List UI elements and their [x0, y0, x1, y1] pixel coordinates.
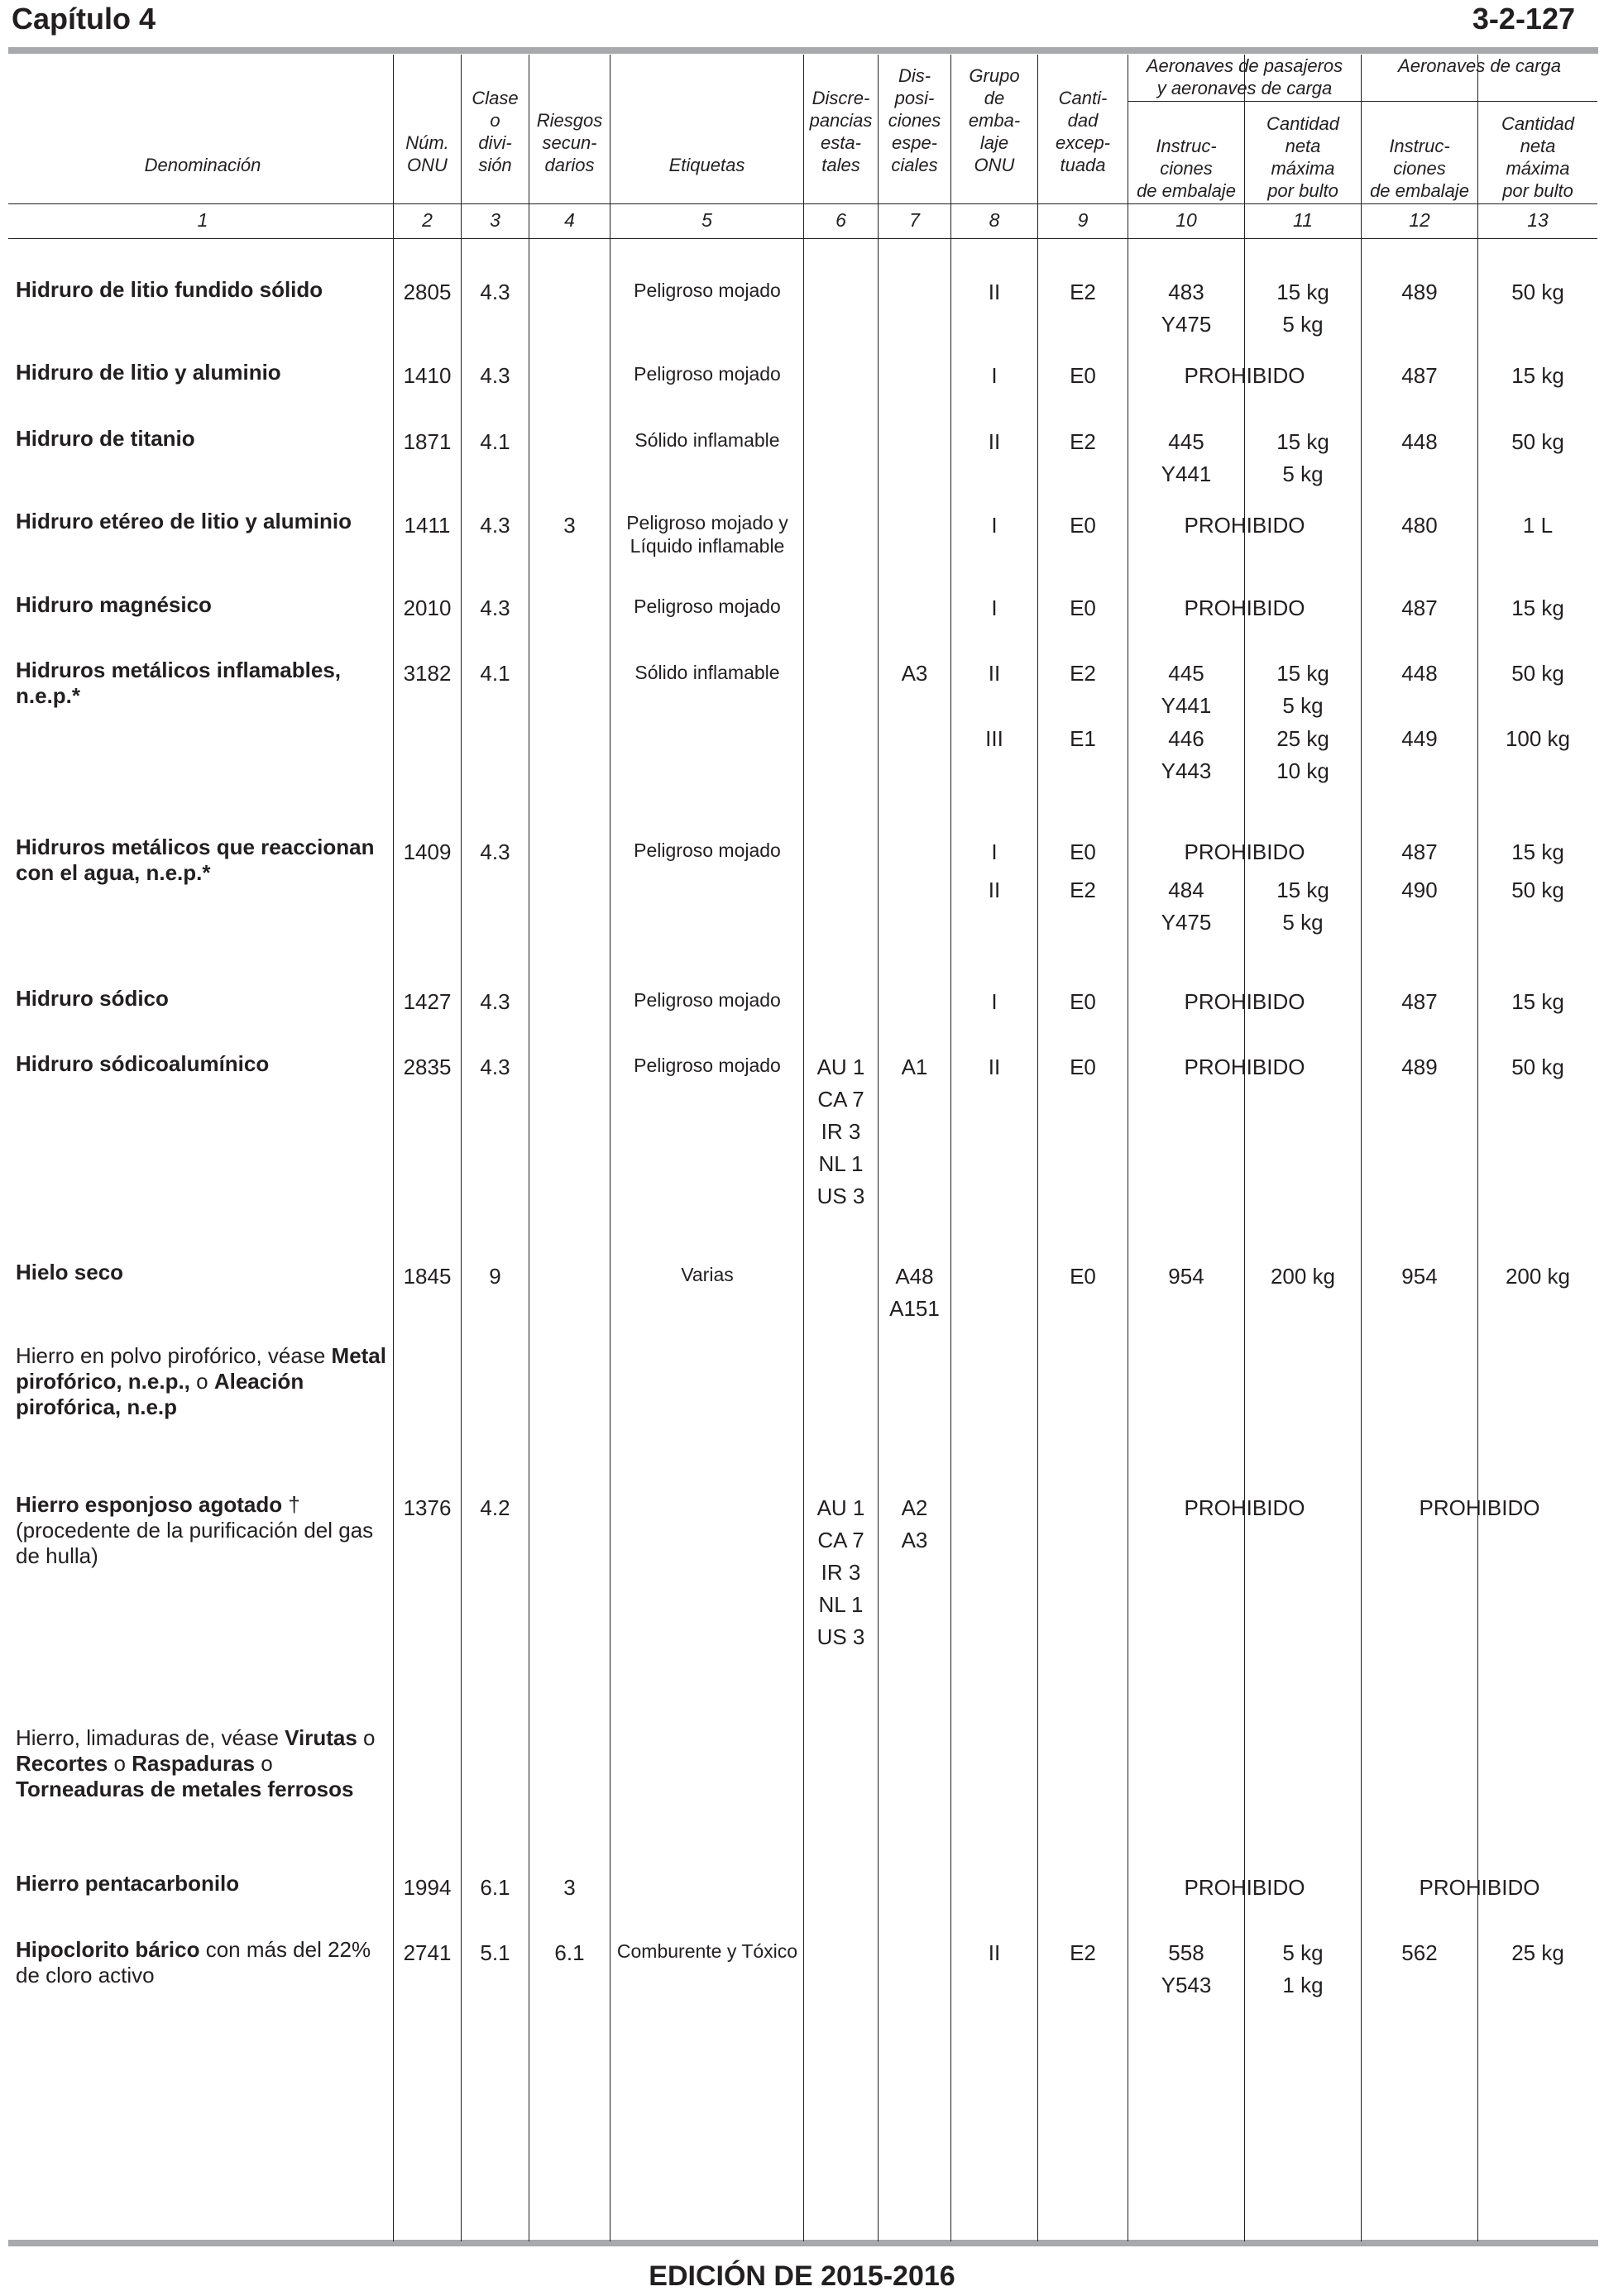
- header-discrepancias: Discre- pancias esta- tales: [809, 88, 873, 175]
- header-cant-cargo: Cantidad neta máxima por bulto: [1501, 113, 1575, 201]
- row-name: [16, 277, 388, 303]
- state-variations: AU 1 CA 7 IR 3 NL 1 US 3: [816, 1055, 865, 1208]
- row-name-bold: Hidruros metálicos inflamables, n.e.p.*: [16, 658, 342, 708]
- pi-cargo: 448: [1401, 429, 1438, 454]
- hazard-label: Peligroso mojado: [634, 989, 781, 1011]
- un-number: 2010: [403, 596, 452, 620]
- header-carga-group: Aeronaves de carga: [1398, 55, 1561, 76]
- header-cant-pax: Cantidad neta máxima por bulto: [1266, 113, 1340, 201]
- qty-cargo: 15 kg: [1511, 989, 1564, 1014]
- excepted-qty: E0: [1070, 513, 1096, 538]
- header-instr-pax: Instruc- ciones de embalaje: [1137, 136, 1236, 201]
- cross-ref-text: o: [108, 1751, 132, 1776]
- class: 5.1: [480, 1940, 510, 1965]
- pi-cargo: 489: [1401, 280, 1438, 304]
- pi-cargo: 487: [1401, 989, 1438, 1014]
- pi-pax: 483 Y475: [1161, 280, 1212, 337]
- header-denominacion: Denominación: [144, 155, 261, 175]
- subsidiary-risk: 3: [563, 1875, 576, 1900]
- forbidden-pax: PROHIBIDO: [1184, 989, 1305, 1014]
- qty-cargo: 15 kg: [1511, 839, 1564, 864]
- qty-cargo: 50 kg: [1511, 1055, 1564, 1079]
- special-provision: A3: [901, 661, 928, 686]
- pi-pax: 558 Y543: [1161, 1940, 1212, 1997]
- cross-ref-bold: Recortes: [16, 1751, 108, 1776]
- hazard-label: Peligroso mojado: [634, 280, 781, 301]
- header-pasajeros-group: Aeronaves de pasajeros y aeronaves de carga: [1146, 55, 1343, 98]
- row-name-bold: Hidruro de litio fundido sólido: [16, 277, 323, 302]
- column-number: 2: [422, 209, 433, 231]
- subsidiary-risk: 3: [563, 513, 576, 538]
- pi-cargo: 480: [1401, 513, 1438, 538]
- cross-ref-text: o: [357, 1725, 376, 1750]
- class: 4.2: [480, 1495, 510, 1520]
- row-name-bold: Hierro pentacarbonilo: [16, 1871, 240, 1896]
- pi-cargo: 449: [1401, 726, 1438, 751]
- qty-pax: 15 kg 5 kg: [1276, 661, 1329, 718]
- class: 4.3: [480, 839, 510, 864]
- cross-ref-bold: Aleación pirofórica, n.e.p: [16, 1369, 304, 1419]
- chapter-title: Capítulo 4: [12, 2, 156, 36]
- packing-group: I: [991, 363, 998, 388]
- qty-cargo: 100 kg: [1505, 726, 1571, 751]
- class: 9: [489, 1264, 501, 1289]
- pi-cargo: 448: [1401, 661, 1438, 686]
- pi-cargo: 487: [1401, 596, 1438, 620]
- header-num-onu: Núm. ONU: [405, 132, 449, 175]
- hazard-label: Sólido inflamable: [634, 429, 780, 451]
- class: 4.1: [480, 661, 510, 686]
- excepted-qty: E2: [1070, 1940, 1096, 1965]
- column-number: 8: [989, 209, 1000, 231]
- excepted-qty: E0: [1070, 1264, 1096, 1289]
- qty-cargo: 25 kg: [1511, 1940, 1564, 1965]
- packing-group: I: [991, 839, 998, 864]
- column-number: 11: [1293, 209, 1313, 231]
- forbidden-pax: PROHIBIDO: [1184, 363, 1305, 388]
- pi-pax: 445 Y441: [1161, 661, 1212, 718]
- header-clase: Clase o divi- sión: [472, 88, 519, 175]
- qty-cargo: 200 kg: [1505, 1264, 1571, 1289]
- column-number: 7: [909, 209, 920, 231]
- row-name: [16, 835, 388, 886]
- excepted-qty: E2: [1070, 661, 1096, 686]
- qty-pax: 15 kg 5 kg: [1276, 280, 1329, 337]
- hazard-label: Peligroso mojado: [634, 839, 781, 861]
- cross-reference: [16, 1343, 388, 1420]
- pi-cargo: 487: [1401, 839, 1438, 864]
- forbidden-pax: PROHIBIDO: [1184, 1495, 1305, 1520]
- packing-group: II: [988, 1055, 1001, 1079]
- packing-group: II: [988, 661, 1001, 686]
- cross-ref-text: o: [189, 1369, 214, 1394]
- qty-pax: 15 kg 5 kg: [1276, 878, 1329, 935]
- qty-pax: 25 kg 10 kg: [1276, 726, 1329, 783]
- packing-group: II: [988, 1940, 1001, 1965]
- packing-group: II: [988, 429, 1001, 454]
- qty-pax: 5 kg 1 kg: [1282, 1940, 1324, 1997]
- column-number: 10: [1175, 209, 1197, 231]
- row-name-bold: Hipoclorito bárico: [16, 1937, 200, 1962]
- class: 6.1: [480, 1875, 510, 1900]
- qty-cargo: 50 kg: [1511, 280, 1564, 304]
- class: 4.3: [480, 513, 510, 538]
- un-number: 3182: [403, 661, 452, 686]
- column-number: 5: [701, 209, 712, 231]
- row-name-bold: Hidruros metálicos que reaccionan con el agua, n.e.p.*: [16, 835, 375, 885]
- excepted-qty: E2: [1070, 878, 1096, 902]
- hazard-label: Peligroso mojado y Líquido inflamable: [626, 512, 788, 557]
- un-number: 2835: [403, 1055, 452, 1079]
- column-number: 6: [836, 209, 846, 231]
- special-provision: A2 A3: [901, 1495, 928, 1552]
- forbidden-pax: PROHIBIDO: [1184, 1875, 1305, 1900]
- pi-cargo: 490: [1401, 878, 1438, 902]
- row-name-text: con más del 22% de cloro activo: [16, 1937, 371, 1987]
- packing-group: II: [988, 878, 1001, 902]
- forbidden-pax: PROHIBIDO: [1184, 513, 1305, 538]
- cross-ref-bold: Raspaduras: [132, 1751, 256, 1776]
- qty-cargo: 50 kg: [1511, 661, 1564, 686]
- row-name: [16, 509, 388, 534]
- class: 4.3: [480, 280, 510, 304]
- excepted-qty: E0: [1070, 363, 1096, 388]
- un-number: 2741: [403, 1940, 452, 1965]
- hazard-label: Varias: [681, 1264, 734, 1285]
- header-etiquetas: Etiquetas: [668, 155, 745, 175]
- forbidden-pax: PROHIBIDO: [1184, 596, 1305, 620]
- qty-cargo: 15 kg: [1511, 363, 1564, 388]
- excepted-qty: E0: [1070, 989, 1096, 1014]
- page-number: 3-2-127: [1472, 2, 1575, 36]
- row-name-bold: Hidruro sódicoalumínico: [16, 1051, 270, 1076]
- excepted-qty: E1: [1070, 726, 1096, 751]
- column-number: 13: [1527, 209, 1549, 231]
- pi-cargo: 487: [1401, 363, 1438, 388]
- column-number: 4: [564, 209, 575, 231]
- qty-cargo: 50 kg: [1511, 878, 1564, 902]
- excepted-qty: E0: [1070, 1055, 1096, 1079]
- packing-group: I: [991, 513, 998, 538]
- cross-ref-bold: Torneaduras de metales ferrosos: [16, 1777, 354, 1801]
- colnum-bottom-line: [8, 238, 1597, 239]
- packing-group: I: [991, 989, 998, 1014]
- top-rule: [8, 47, 1598, 54]
- qty-cargo: 1 L: [1522, 513, 1554, 538]
- column-number: 3: [490, 209, 500, 231]
- hazard-label: Peligroso mojado: [634, 596, 781, 617]
- excepted-qty: E0: [1070, 839, 1096, 864]
- edition-footer: EDICIÓN DE 2015-2016: [649, 2260, 955, 2292]
- row-name: [16, 658, 388, 709]
- special-provision: A48 A151: [889, 1264, 940, 1321]
- column-number: 1: [197, 209, 208, 231]
- qty-cargo: 50 kg: [1511, 429, 1564, 454]
- class: 4.3: [480, 596, 510, 620]
- excepted-qty: E0: [1070, 596, 1096, 620]
- state-variations: AU 1 CA 7 IR 3 NL 1 US 3: [816, 1495, 865, 1649]
- hazard-label: Comburente y Tóxico: [616, 1940, 798, 1962]
- un-number: 1871: [403, 429, 452, 454]
- row-name-bold: Hidruro magnésico: [16, 592, 212, 617]
- un-number: 1409: [403, 839, 452, 864]
- row-name-bold: Hierro esponjoso agotado: [16, 1492, 283, 1517]
- row-name-bold: Hielo seco: [16, 1260, 124, 1284]
- row-name-bold: Hidruro etéreo de litio y aluminio: [16, 509, 352, 533]
- pi-cargo: 954: [1401, 1264, 1438, 1289]
- un-number: 2805: [403, 280, 452, 304]
- row-name-bold: Hidruro de titanio: [16, 426, 195, 451]
- class: 4.3: [480, 363, 510, 388]
- row-name: [16, 426, 388, 452]
- row-name: [16, 1492, 388, 1569]
- packing-group: II: [988, 280, 1001, 304]
- header-cantidad: Canti- dad excep- tuada: [1055, 88, 1111, 175]
- un-number: 1427: [403, 989, 452, 1014]
- pi-cargo: 562: [1401, 1940, 1438, 1965]
- hazard-label: Peligroso mojado: [634, 363, 781, 385]
- un-number: 1376: [403, 1495, 452, 1520]
- header-bottom-line: [8, 203, 1597, 204]
- row-name: [16, 1937, 388, 1988]
- forbidden-pax: PROHIBIDO: [1184, 839, 1305, 864]
- cross-ref-bold: Virutas: [285, 1725, 357, 1750]
- col-divider: [878, 55, 879, 2241]
- qty-pax: 200 kg: [1270, 1264, 1336, 1289]
- column-number: 9: [1077, 209, 1089, 231]
- row-name: [16, 592, 388, 618]
- group-header-line: [1128, 101, 1597, 102]
- packing-group: I: [991, 596, 998, 620]
- class: 4.3: [480, 989, 510, 1014]
- row-name-bold: Hidruro de litio y aluminio: [16, 360, 281, 385]
- cross-reference: [16, 1725, 388, 1802]
- row-name: [16, 1051, 388, 1077]
- pi-pax: 446 Y443: [1161, 726, 1212, 783]
- hazard-label: Sólido inflamable: [634, 662, 780, 683]
- forbidden-cargo: PROHIBIDO: [1419, 1495, 1540, 1520]
- excepted-qty: E2: [1070, 429, 1096, 454]
- header-instr-cargo: Instruc- ciones de embalaje: [1370, 136, 1469, 201]
- row-name: [16, 360, 388, 385]
- pi-pax: 484 Y475: [1161, 878, 1212, 935]
- row-name: [16, 1871, 388, 1897]
- un-number: 1410: [403, 363, 452, 388]
- row-name: [16, 1260, 388, 1285]
- special-provision: A1: [901, 1055, 928, 1079]
- pi-pax: 954: [1168, 1264, 1204, 1289]
- qty-pax: 15 kg 5 kg: [1276, 429, 1329, 486]
- column-number: 12: [1409, 209, 1430, 231]
- row-name: [16, 986, 388, 1012]
- hazard-label: Peligroso mojado: [634, 1055, 781, 1076]
- cross-ref-text: o: [255, 1751, 273, 1776]
- forbidden-cargo: PROHIBIDO: [1419, 1875, 1540, 1900]
- un-number: 1845: [403, 1264, 452, 1289]
- pi-pax: 445 Y441: [1161, 429, 1212, 486]
- row-name-text: † (procedente de la purificación del gas de hulla): [16, 1492, 374, 1568]
- cross-ref-bold: Metal pirofórico, n.e.p.,: [16, 1343, 386, 1394]
- row-name-bold: Hidruro sódico: [16, 986, 169, 1011]
- header-grupo: Grupo de emba- laje ONU: [968, 65, 1021, 175]
- forbidden-pax: PROHIBIDO: [1184, 1055, 1305, 1079]
- pi-cargo: 489: [1401, 1055, 1438, 1079]
- cross-ref-text: Hierro en polvo pirofórico, véase: [16, 1343, 332, 1368]
- un-number: 1994: [403, 1875, 452, 1900]
- class: 4.1: [480, 429, 510, 454]
- header-riesgos: Riesgos secun- darios: [536, 110, 603, 175]
- header-disposiciones: Dis- posi- ciones espe- ciales: [888, 65, 941, 175]
- class: 4.3: [480, 1055, 510, 1079]
- excepted-qty: E2: [1070, 280, 1096, 304]
- subsidiary-risk: 6.1: [554, 1940, 585, 1965]
- un-number: 1411: [404, 513, 451, 538]
- qty-cargo: 15 kg: [1511, 596, 1564, 620]
- packing-group: III: [985, 726, 1003, 751]
- cross-ref-text: Hierro, limaduras de, véase: [16, 1725, 285, 1750]
